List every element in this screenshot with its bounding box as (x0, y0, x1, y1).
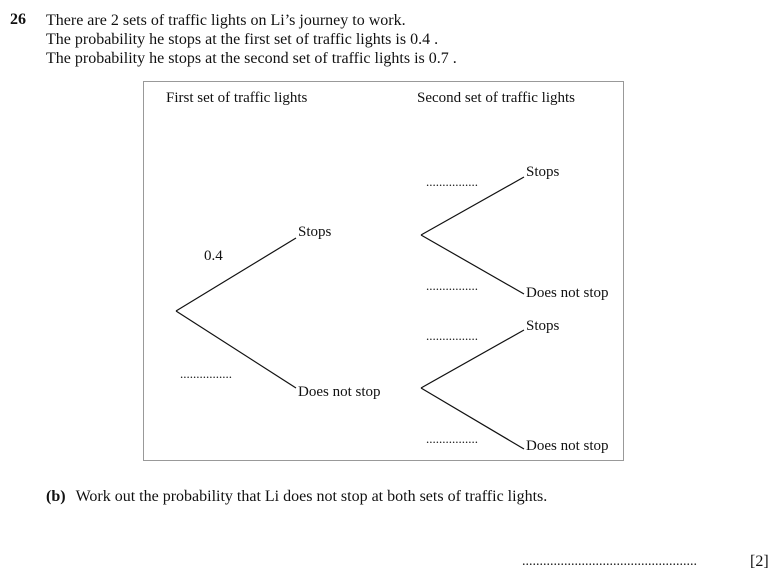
label-first-stops: Stops (298, 224, 332, 240)
part-b-question (46, 488, 547, 506)
stem-line-3: The probability he stops at the second set of traffic lights is 0.7 . (46, 50, 457, 67)
blank-second-upper-stops[interactable]: ................ (426, 174, 478, 189)
part-b-label: (b) (46, 488, 66, 505)
tree-branches (144, 82, 625, 462)
blank-second-upper-not-stop[interactable]: ................ (426, 278, 478, 293)
answer-line[interactable]: .................................................. (522, 554, 697, 569)
label-second-upper-stops: Stops (526, 164, 560, 180)
prob-first-stops: 0.4 (204, 248, 223, 264)
label-first-not-stop: Does not stop (298, 384, 381, 400)
tree-diagram (143, 81, 624, 461)
blank-second-lower-not-stop[interactable]: ................ (426, 431, 478, 446)
branch-first-stops (176, 238, 296, 311)
part-b-text: Work out the probability that Li does not stop at both sets of traffic lights. (75, 488, 548, 505)
marks-label: [2] (750, 553, 769, 570)
header-first-set: First set of traffic lights (166, 90, 308, 106)
question-number: 26 (10, 11, 26, 28)
blank-first-not-stop[interactable]: ................ (180, 366, 232, 381)
label-second-lower-not-stop: Does not stop (526, 438, 609, 454)
header-second-set: Second set of traffic lights (417, 90, 576, 106)
label-second-lower-stops: Stops (526, 318, 560, 334)
label-second-upper-not-stop: Does not stop (526, 285, 609, 301)
blank-second-lower-stops[interactable]: ................ (426, 328, 478, 343)
stem-line-2: The probability he stops at the first set of traffic lights is 0.4 . (46, 31, 439, 48)
stem-line-1: There are 2 sets of traffic lights on Li’s journey to work. (46, 12, 406, 29)
question-stem (46, 11, 457, 68)
